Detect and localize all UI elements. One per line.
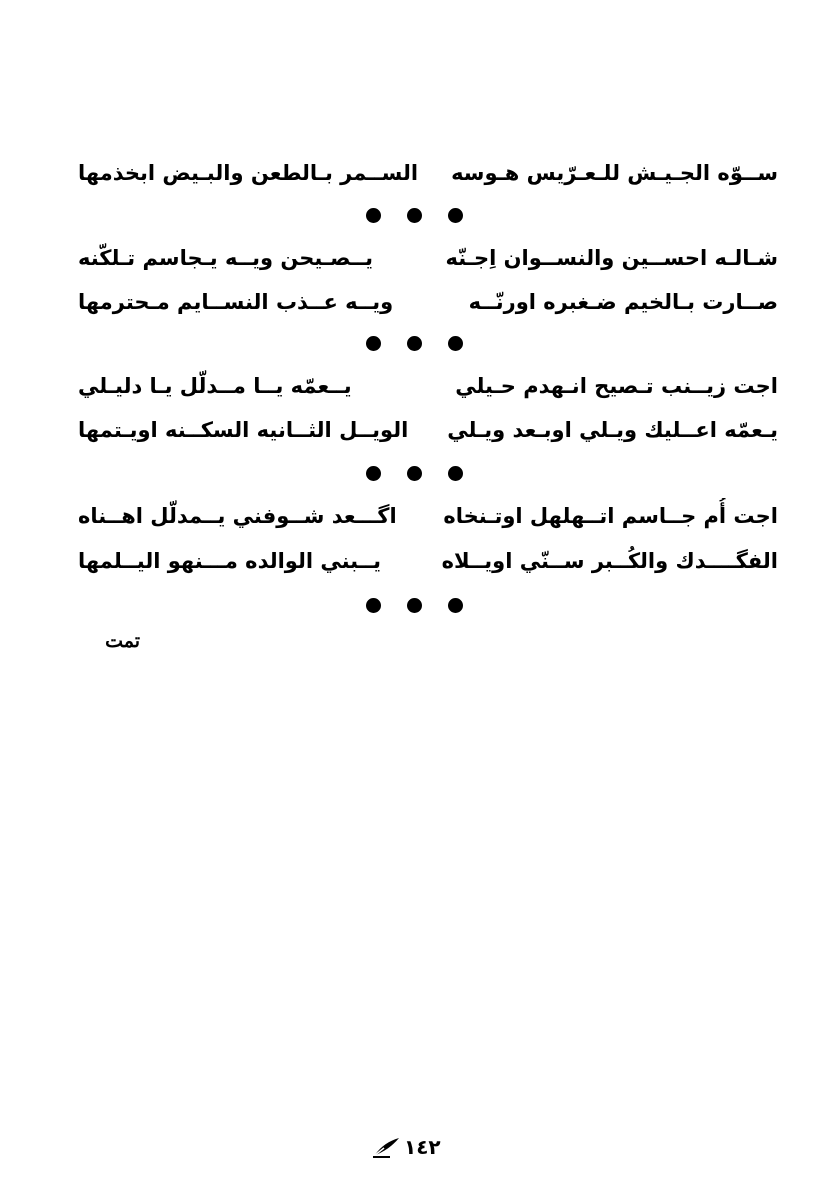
verse-line-3 bbox=[78, 284, 778, 320]
divider-dot bbox=[448, 208, 463, 223]
verse-7-first-hemistich: الفگــــدك والكُــبر ســنّي اويــلاه bbox=[441, 549, 778, 573]
stanza-divider-2 bbox=[0, 335, 829, 351]
verse-5-second-hemistich: الويــل الثــانيه السكــنه اويـتمها bbox=[78, 418, 409, 442]
verse-2-first-hemistich: شـالـه احســين والنســوان اِجـنّه bbox=[445, 246, 778, 270]
stanza-divider-1 bbox=[0, 207, 829, 223]
verse-3-first-hemistich: صــارت بـالخيم ضـغبره اورنّــه bbox=[468, 290, 778, 314]
page-footer bbox=[372, 1134, 441, 1160]
verse-4-first-hemistich: اجت زيــنب تـصيح انـهدم حـيلي bbox=[455, 374, 778, 398]
divider-dot bbox=[407, 598, 422, 613]
divider-dot bbox=[407, 336, 422, 351]
divider-dot bbox=[366, 336, 381, 351]
verse-5-first-hemistich: يـعمّه اعــليك ويـلي اوبـعد ويـلي bbox=[447, 418, 778, 442]
divider-dot bbox=[448, 466, 463, 481]
stanza-divider-4 bbox=[0, 597, 829, 613]
verse-3-second-hemistich: ويــه عــذب النســايم مـحترمها bbox=[78, 290, 394, 314]
divider-dot bbox=[407, 208, 422, 223]
verse-6-first-hemistich: اجت أُم جــاسم اتــهلهل اوتـنخاه bbox=[443, 504, 778, 528]
quill-icon bbox=[372, 1136, 402, 1158]
divider-dot bbox=[366, 598, 381, 613]
verse-1-second-hemistich: الســمر بـالطعن والبـيض ابخذمها bbox=[78, 161, 419, 185]
verse-6-second-hemistich: اگـــعد شــوفني يــمدلّل اهــناه bbox=[78, 504, 397, 528]
verse-line-4 bbox=[78, 368, 778, 404]
verse-line-1 bbox=[78, 155, 778, 191]
divider-dot bbox=[366, 466, 381, 481]
verse-line-6 bbox=[78, 498, 778, 534]
verse-4-second-hemistich: يــعمّه يــا مــدلّل يـا دليـلي bbox=[78, 374, 352, 398]
poem-end-mark: تمت bbox=[105, 630, 140, 652]
verse-1-first-hemistich: ســوّه الجـيـش للـعـرّيس هـوسه bbox=[451, 161, 778, 185]
divider-dot bbox=[448, 598, 463, 613]
verse-2-second-hemistich: يــصـيحن ويــه يـجاسم تـلكّنه bbox=[78, 246, 374, 270]
divider-dot bbox=[366, 208, 381, 223]
page-number: ١٤٢ bbox=[404, 1135, 441, 1159]
verse-line-2 bbox=[78, 240, 778, 276]
verse-line-7 bbox=[78, 543, 778, 579]
verse-line-5 bbox=[78, 412, 778, 448]
divider-dot bbox=[448, 336, 463, 351]
stanza-divider-3 bbox=[0, 465, 829, 481]
verse-7-second-hemistich: يــبني الوالده مـــنهو اليــلمها bbox=[78, 549, 381, 573]
divider-dot bbox=[407, 466, 422, 481]
